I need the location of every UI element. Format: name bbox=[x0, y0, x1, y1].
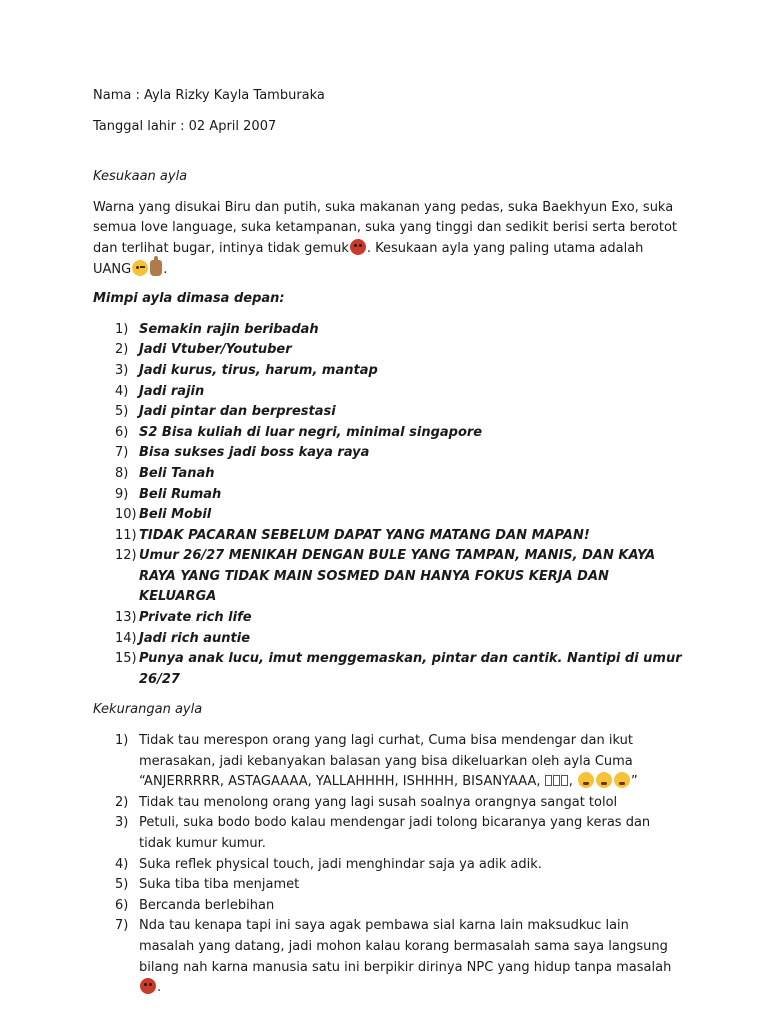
tired-face-icon bbox=[596, 772, 612, 788]
list-item: 7) Bisa sukses jadi boss kaya raya bbox=[115, 445, 370, 461]
list-item: 2) Tidak tau menolong orang yang lagi susah soalnya orangnya sangat tolol bbox=[115, 794, 618, 810]
list-item: 13) Private rich life bbox=[115, 610, 252, 626]
mimpi-heading: Mimpi ayla dimasa depan: bbox=[93, 291, 285, 307]
list-item: 7) Nda tau kenapa tapi ini saya agak pembawa sial karna lain maksudkuc lain masalah yang datang, jadi mohon kalau korang bermasalah sama saya langsung bilang nah karna manusia satu ini berpikir dirinya NPC yang hidup tanpa masalah. bbox=[115, 918, 672, 996]
list-item: 3) Petuli, suka bodo bodo kalau mendengar jadi tolong bicaranya yang keras dan tidak kumur kumur. bbox=[115, 815, 651, 851]
pointing-hand-icon bbox=[150, 260, 162, 276]
kesukaan-paragraph: Warna yang disukai Biru dan putih, suka makanan yang pedas, suka Baekhyun Exo, suka semua love language, suka ketampanan, suka yang tinggi dan sedikit berisi serta berotot dan terlihat bugar, intinya tidak gemuk . Kesukaan ayla yang paling utama adalah UANG . bbox=[93, 199, 678, 277]
list-item: 6) Bercanda berlebihan bbox=[115, 897, 275, 913]
angry-face-icon bbox=[350, 239, 366, 255]
list-item: 5) Jadi pintar dan berprestasi bbox=[115, 404, 336, 420]
list-item: 3) Jadi kurus, tirus, harum, mantap bbox=[115, 362, 378, 378]
mimpi-list bbox=[93, 320, 683, 691]
list-item: 14) Jadi rich auntie bbox=[115, 630, 251, 646]
list-item: 15) Punya anak lucu, imut menggemaskan, pintar dan cantik. Nantipi di umur 26/27 bbox=[115, 651, 682, 687]
kesukaan-heading: Kesukaan ayla bbox=[93, 169, 188, 185]
list-item: 1) Semakin rajin beribadah bbox=[115, 321, 319, 337]
tired-face-icon bbox=[578, 772, 594, 788]
list-item: 4) Jadi rajin bbox=[115, 383, 205, 399]
nama-line: Nama : Ayla Rizky Kayla Tamburaka bbox=[93, 88, 325, 103]
list-item: 2) Jadi Vtuber/Youtuber bbox=[115, 342, 292, 358]
angry-face-icon bbox=[140, 978, 156, 994]
list-item: 9) Beli Rumah bbox=[115, 486, 222, 502]
list-item: 1) Tidak tau merespon orang yang lagi curhat, Cuma bisa mendengar dan ikut merasakan, jadi kebanyakan balasan yang bisa dikeluarkan oleh ayla Cuma “ANJERRRRR, ASTAGAAAA, YALLAHHHH, ISHHHH, BISANYAAA, , ” bbox=[115, 733, 638, 790]
tanggal-lahir-line: Tanggal lahir : 02 April 2007 bbox=[93, 118, 277, 134]
document-page bbox=[93, 86, 683, 999]
list-item: 11) TIDAK PACARAN SEBELUM DAPAT YANG MATANG DAN MAPAN! bbox=[115, 527, 590, 543]
list-item: 4) Suka reflek physical touch, jadi menghindar saja ya adik adik. bbox=[115, 856, 542, 872]
list-item: 6) S2 Bisa kuliah di luar negri, minimal singapore bbox=[115, 424, 483, 440]
kekurangan-list bbox=[93, 731, 683, 999]
winking-face-icon bbox=[132, 260, 148, 276]
list-item: 10) Beli Mobil bbox=[115, 507, 212, 523]
tired-face-icon bbox=[614, 772, 630, 788]
kekurangan-heading: Kekurangan ayla bbox=[93, 702, 203, 718]
list-item: 8) Beli Tanah bbox=[115, 465, 215, 481]
list-item: 5) Suka tiba tiba menjamet bbox=[115, 877, 300, 893]
list-item: 12) Umur 26/27 MENIKAH DENGAN BULE YANG TAMPAN, MANIS, DAN KAYA RAYA YANG TIDAK MAIN SOSMED DAN HANYA FOKUS KERJA DAN KELUARGA bbox=[115, 548, 656, 605]
